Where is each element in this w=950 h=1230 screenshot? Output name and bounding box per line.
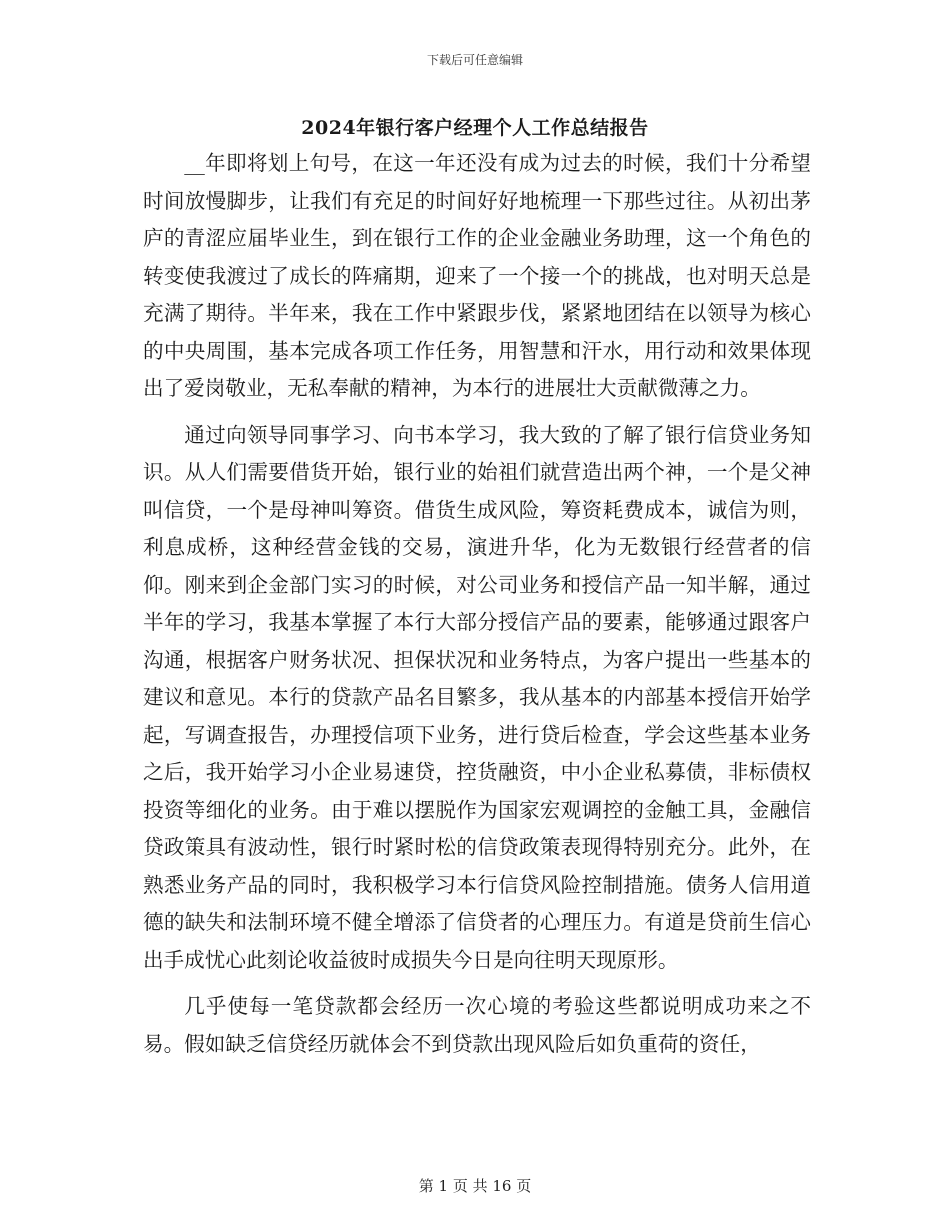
page-header-note: 下载后可任意编辑: [426, 53, 523, 67]
page-number: 第 1 页 共 16 页: [418, 1177, 532, 1195]
paragraph-1: __年即将划上句号，在这一年还没有成为过去的时候，我们十分希望时间放慢脚步，让我们有充足的时间好好地梳理一下那些过往。从初出茅庐的青涩应届毕业生，到在银行工作的企业金融业务助理，这一个角色的转变使我渡过了成长的阵痛期，迎来了一个接一个的挑战，也对明天总是充满了期待。半年来，我在工作中紧跟步伐，紧紧地团结在以领导为核心的中央周围，基本完成各项工作任务，用智慧和汗水，用行动和效果体现出了爱岗敬业，无私奉献的精神，为本行的进展壮大贡献微薄之力。: [143, 151, 811, 400]
document-body: [143, 145, 811, 1063]
document-title: 2024年银行客户经理个人工作总结报告: [301, 117, 649, 139]
paragraph-2: 通过向领导同事学习、向书本学习，我大致的了解了银行信贷业务知识。从人们需要借货开始，银行业的始祖们就营造出两个神，一个是父神叫信贷，一个是母神叫筹资。借货生成风险，筹资耗费成本，诚信为则，利息成桥，这种经营金钱的交易，演进升华，化为无数银行经营者的信仰。刚来到企金部门实习的时候，对公司业务和授信产品一知半解，通过半年的学习，我基本掌握了本行大部分授信产品的要素，能够通过跟客户沟通，根据客户财务状况、担保状况和业务特点，为客户提出一些基本的建议和意见。本行的贷款产品名目繁多，我从基本的内部基本授信开始学起，写调查报告，办理授信项下业务，进行贷后检查，学会这些基本业务之后，我开始学习小企业易速贷，控货融资，中小企业私募债，非标债权投资等细化的业务。由于难以摆脱作为国家宏观调控的金触工具，金融信贷政策具有波动性，银行时紧时松的信贷政策表现得特别充分。此外，在熟悉业务产品的同时，我积极学习本行信贷风险控制措施。债务人信用道德的缺失和法制环境不健全增添了信贷者的心理压力。有道是贷前生信心出手成忧心此刻论收益彼时成损失今日是向往明天现原形。: [143, 422, 811, 972]
paragraph-3: 几乎使每一笔贷款都会经历一次心境的考验这些都说明成功来之不易。假如缺乏信贷经历就体会不到贷款出现风险后如负重荷的资任，: [143, 994, 811, 1056]
